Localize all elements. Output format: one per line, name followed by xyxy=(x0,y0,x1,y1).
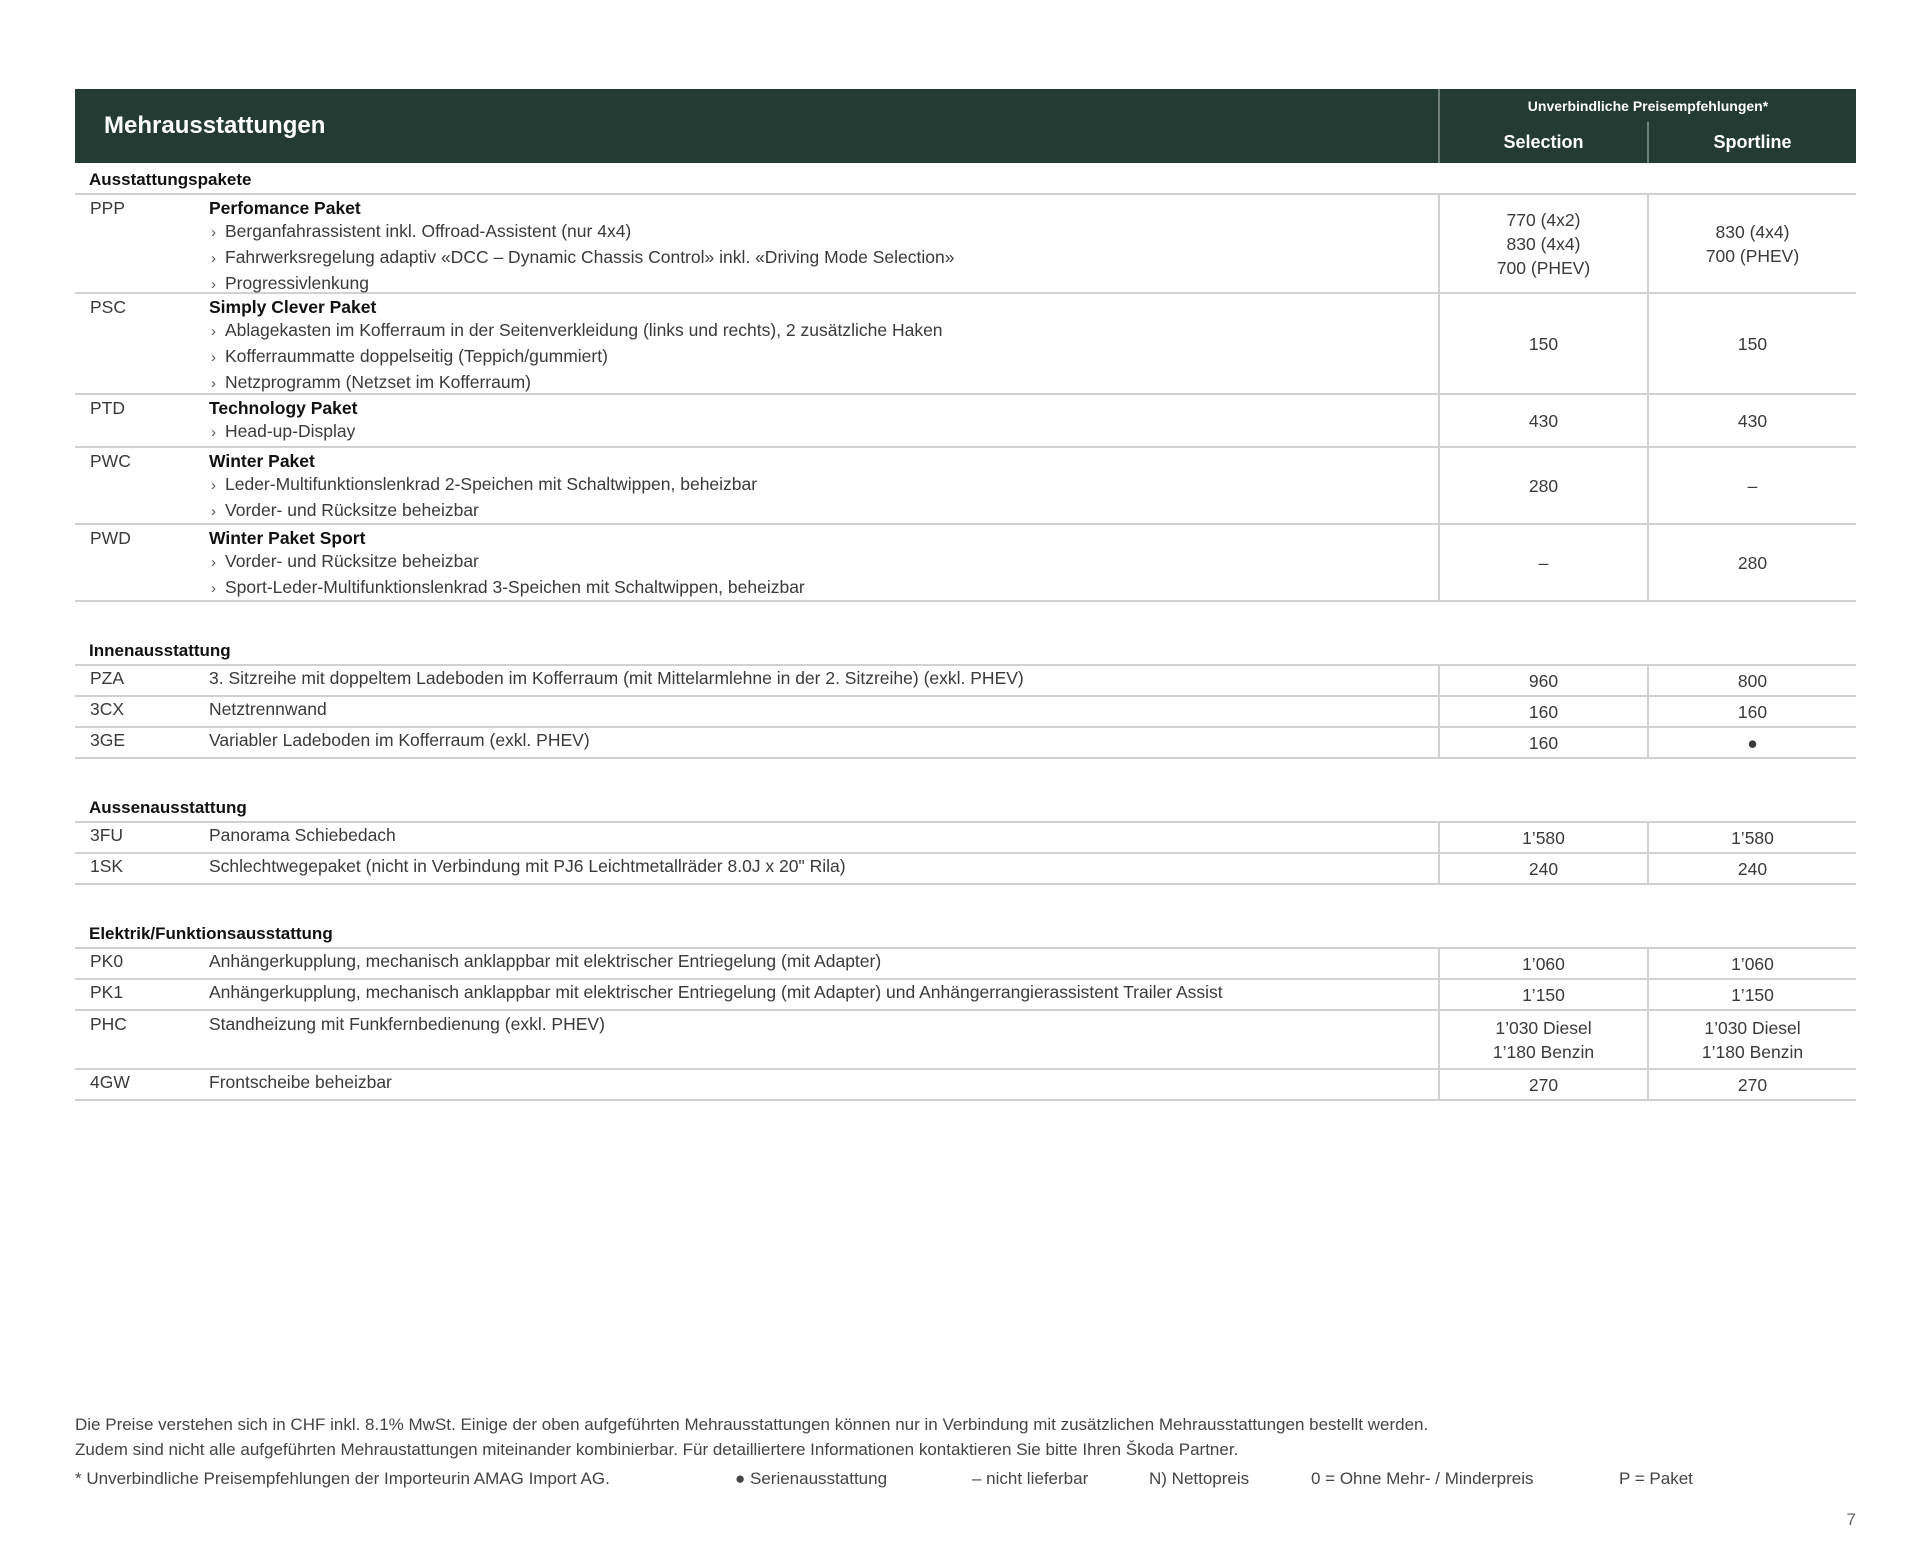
page-number: 7 xyxy=(1846,1510,1856,1529)
footer-line: Zudem sind nicht alle aufgeführten Mehraustattungen miteinander kombinierbar. Für detailliertere Informationen kontaktieren Sie bitte Ihren Škoda Partner. xyxy=(75,1440,1239,1459)
chevron-right-icon: › xyxy=(211,477,216,494)
option-description: Panorama Schiebedach xyxy=(209,825,396,845)
price-sportline: 280 xyxy=(1647,525,1856,600)
legend-serie: ● Serienausstattung xyxy=(735,1469,888,1488)
option-description: Schlechtwegepaket (nicht in Verbindung mit PJ6 Leichtmetallräder 8.0J x 20" Rila) xyxy=(209,856,846,876)
chevron-right-icon: › xyxy=(211,503,216,520)
legend xyxy=(75,1466,1855,1491)
package-item: › Berganfahrassistent inkl. Offroad-Assistent (nur 4x4) xyxy=(209,219,1438,245)
package-item: › Progressivlenkung xyxy=(209,271,1438,297)
price-header xyxy=(1438,89,1856,163)
package-name: Winter Paket xyxy=(209,451,315,471)
package-item: › Kofferraummatte doppelseitig (Teppich/gummiert) xyxy=(209,344,1438,370)
price-selection: 150 xyxy=(1438,294,1647,393)
price-selection: 960 xyxy=(1438,666,1647,695)
package-name: Winter Paket Sport xyxy=(209,528,366,548)
table-row xyxy=(75,852,1856,885)
price-selection: 1’030 Diesel 1’180 Benzin xyxy=(1438,1011,1647,1068)
option-description xyxy=(209,525,1438,600)
price-sportline: 800 xyxy=(1647,666,1856,695)
table-header xyxy=(75,89,1856,163)
table-title: Mehrausstattungen xyxy=(104,112,326,139)
price-sportline: 150 xyxy=(1647,294,1856,393)
package-name: Simply Clever Paket xyxy=(209,297,377,317)
package-name: Perfomance Paket xyxy=(209,198,361,218)
table-row xyxy=(75,1068,1856,1101)
chevron-right-icon: › xyxy=(211,554,216,571)
option-description xyxy=(209,294,1438,393)
package-item: › Netzprogramm (Netzset im Kofferraum) xyxy=(209,370,1438,396)
price-sportline: – xyxy=(1647,448,1856,523)
chevron-right-icon: › xyxy=(211,323,216,340)
option-code: 3GE xyxy=(90,730,126,750)
price-columns xyxy=(1440,122,1856,163)
price-sportline: 160 xyxy=(1647,697,1856,726)
table-row xyxy=(75,821,1856,852)
option-description: Netztrennwand xyxy=(209,699,327,719)
table-row xyxy=(75,1009,1856,1068)
footer-line: Die Preise verstehen sich in CHF inkl. 8.1% MwSt. Einige der oben aufgeführten Mehrausstattungen können nur in Verbindung mit zusätzlichen Mehrausstattungen bestellt werden. xyxy=(75,1415,1429,1434)
price-selection: 280 xyxy=(1438,448,1647,523)
price-sportline: 270 xyxy=(1647,1070,1856,1099)
option-code: 1SK xyxy=(90,856,124,876)
option-code: PWD xyxy=(90,528,131,548)
price-selection: 1’150 xyxy=(1438,980,1647,1009)
table-row xyxy=(75,664,1856,695)
chevron-right-icon: › xyxy=(211,276,216,293)
chevron-right-icon: › xyxy=(211,224,216,241)
chevron-right-icon: › xyxy=(211,424,216,441)
option-code: PWC xyxy=(90,451,131,471)
legend-net: N) Nettopreis xyxy=(1149,1469,1250,1488)
option-description xyxy=(209,195,1438,292)
option-description: Anhängerkupplung, mechanisch anklappbar mit elektrischer Entriegelung (mit Adapter) und Anhängerrangierassistent Trailer Assist xyxy=(209,982,1223,1002)
price-sportline: 1’580 xyxy=(1647,823,1856,852)
price-sportline: 1’060 xyxy=(1647,949,1856,978)
package-item: › Sport-Leder-Multifunktionslenkrad 3-Speichen mit Schaltwippen, beheizbar xyxy=(209,575,1438,601)
chevron-right-icon: › xyxy=(211,580,216,597)
option-code: 3FU xyxy=(90,825,124,845)
chevron-right-icon: › xyxy=(211,349,216,366)
legend-not-available: – nicht lieferbar xyxy=(972,1469,1089,1488)
package-item: › Leder-Multifunktionslenkrad 2-Speichen mit Schaltwippen, beheizbar xyxy=(209,472,1438,498)
option-description: Standheizung mit Funkfernbedienung (exkl. PHEV) xyxy=(209,1014,605,1034)
table-row xyxy=(75,523,1856,602)
chevron-right-icon: › xyxy=(211,375,216,392)
option-code: PTD xyxy=(90,398,125,418)
section-title: Ausstattungspakete xyxy=(89,170,252,189)
price-selection: 430 xyxy=(1438,395,1647,446)
price-sportline: 830 (4x4) 700 (PHEV) xyxy=(1647,195,1856,292)
option-code: PSC xyxy=(90,297,126,317)
footer-notes xyxy=(75,1412,1855,1491)
price-selection: 1’580 xyxy=(1438,823,1647,852)
price-selection: 160 xyxy=(1438,697,1647,726)
legend-zero: 0 = Ohne Mehr- / Minderpreis xyxy=(1311,1469,1534,1488)
chevron-right-icon: › xyxy=(211,250,216,267)
package-item: › Head-up-Display xyxy=(209,419,1438,445)
price-selection: – xyxy=(1438,525,1647,600)
section-title: Innenausstattung xyxy=(89,641,231,660)
option-description xyxy=(209,448,1438,523)
price-sportline: ● xyxy=(1647,728,1856,757)
option-description: Frontscheibe beheizbar xyxy=(209,1072,392,1092)
table-row xyxy=(75,695,1856,726)
option-description: Anhängerkupplung, mechanisch anklappbar mit elektrischer Entriegelung (mit Adapter) xyxy=(209,951,882,971)
option-code: PK1 xyxy=(90,982,124,1002)
price-sportline: 240 xyxy=(1647,854,1856,883)
package-item: › Vorder- und Rücksitze beheizbar xyxy=(209,549,1438,575)
option-code: 3CX xyxy=(90,699,125,719)
table-row xyxy=(75,292,1856,393)
section-title: Elektrik/Funktionsausstattung xyxy=(89,924,333,943)
package-item: › Vorder- und Rücksitze beheizbar xyxy=(209,498,1438,524)
option-code: PZA xyxy=(90,668,125,688)
table-row xyxy=(75,947,1856,978)
package-item: › Ablagekasten im Kofferraum in der Seitenverkleidung (links und rechts), 2 zusätzliche Haken xyxy=(209,318,1438,344)
price-selection: 270 xyxy=(1438,1070,1647,1099)
price-selection: 160 xyxy=(1438,728,1647,757)
price-selection: 240 xyxy=(1438,854,1647,883)
section-title: Aussenausstattung xyxy=(89,798,247,817)
column-selection: Selection xyxy=(1503,132,1584,152)
table-row xyxy=(75,978,1856,1009)
table-row xyxy=(75,446,1856,523)
price-table xyxy=(75,89,1856,1101)
price-selection: 770 (4x2) 830 (4x4) 700 (PHEV) xyxy=(1438,195,1647,292)
column-sportline: Sportline xyxy=(1647,122,1856,163)
table-row xyxy=(75,726,1856,759)
legend-package: P = Paket xyxy=(1619,1469,1693,1488)
package-name: Technology Paket xyxy=(209,398,358,418)
price-sportline: 1’150 xyxy=(1647,980,1856,1009)
table-row xyxy=(75,393,1856,446)
option-description xyxy=(209,395,1438,446)
price-selection: 1’060 xyxy=(1438,949,1647,978)
option-code: PHC xyxy=(90,1014,127,1034)
price-sportline: 1’030 Diesel 1’180 Benzin xyxy=(1647,1011,1856,1068)
option-description: 3. Sitzreihe mit doppeltem Ladeboden im Kofferraum (mit Mittelarmlehne in der 2. Sitzreihe) (exkl. PHEV) xyxy=(209,668,1024,688)
option-code: PPP xyxy=(90,198,126,218)
price-sportline: 430 xyxy=(1647,395,1856,446)
option-description: Variabler Ladeboden im Kofferraum (exkl. PHEV) xyxy=(209,730,590,750)
price-note: Unverbindliche Preisempfehlungen* xyxy=(1527,97,1769,114)
option-code: 4GW xyxy=(90,1072,130,1092)
legend-importer: * Unverbindliche Preisempfehlungen der Importeurin AMAG Import AG. xyxy=(75,1469,610,1488)
package-item: › Fahrwerksregelung adaptiv «DCC – Dynamic Chassis Control» inkl. «Driving Mode Selection» xyxy=(209,245,1438,271)
table-row xyxy=(75,193,1856,292)
option-code: PK0 xyxy=(90,951,124,971)
